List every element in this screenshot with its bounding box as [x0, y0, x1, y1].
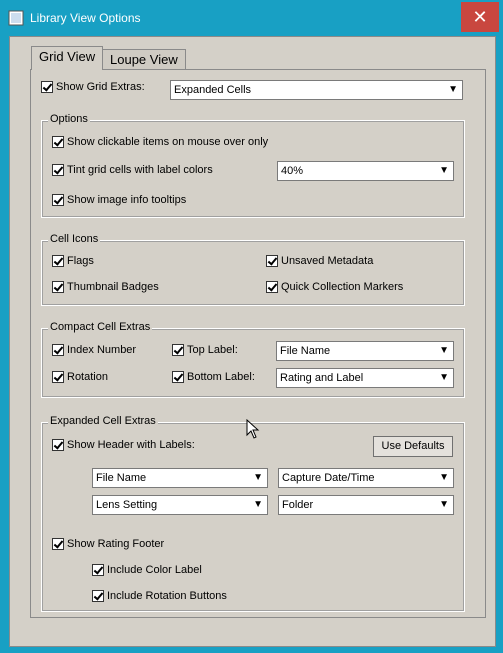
checkbox-box [52, 194, 64, 206]
show-grid-extras-label: Show Grid Extras: [56, 81, 145, 93]
rotation-label: Rotation [67, 371, 108, 383]
checkbox-box [41, 81, 53, 93]
color-label-label: Include Color Label [107, 564, 202, 576]
expanded-legend: Expanded Cell Extras [50, 415, 156, 427]
title-bar[interactable] [0, 0, 503, 36]
top-label-value: File Name [280, 345, 331, 357]
tint-cells-label: Tint grid cells with label colors [67, 164, 213, 176]
compact-cell-extras-group [41, 321, 465, 398]
show-clickable-checkbox[interactable] [52, 136, 268, 148]
header-field-3-value: Lens Setting [96, 499, 158, 511]
chevron-down-icon: ▼ [253, 472, 263, 483]
rotation-checkbox[interactable] [52, 371, 108, 383]
header-field-2-value: Capture Date/Time [282, 472, 375, 484]
header-field-4-select[interactable] [278, 495, 454, 515]
checkbox-box [52, 344, 64, 356]
compact-legend: Compact Cell Extras [50, 321, 151, 333]
rating-footer-label: Show Rating Footer [67, 538, 165, 550]
tab-grid-view[interactable]: Grid View [31, 46, 103, 70]
chevron-down-icon: ▼ [439, 165, 449, 176]
checkbox-box [52, 538, 64, 550]
rating-footer-checkbox[interactable] [52, 538, 164, 550]
bottom-label-text: Bottom Label: [187, 371, 255, 383]
tooltips-checkbox[interactable] [52, 194, 186, 206]
tint-percentage-value: 40% [281, 165, 304, 177]
use-defaults-button[interactable]: Use Defaults [373, 436, 453, 457]
quick-collection-checkbox[interactable] [266, 281, 403, 293]
rotation-buttons-checkbox[interactable] [92, 590, 227, 602]
checkbox-box [52, 136, 64, 148]
rotation-buttons-label: Include Rotation Buttons [107, 590, 227, 602]
checkbox-box [92, 590, 104, 602]
checkbox-box [266, 255, 278, 267]
flags-label: Flags [67, 255, 94, 267]
header-field-2-select[interactable] [278, 468, 454, 488]
header-field-1-select[interactable] [92, 468, 268, 488]
flags-checkbox[interactable] [52, 255, 94, 267]
checkbox-box [172, 371, 184, 383]
bottom-label-value: Rating and Label [280, 372, 364, 384]
window-title: Library View Options [30, 11, 141, 25]
mouse-pointer-icon [246, 419, 260, 439]
grid-extras-value: Expanded Cells [174, 84, 252, 96]
header-field-3-select[interactable] [92, 495, 268, 515]
bottom-label-select[interactable] [276, 368, 454, 388]
chevron-down-icon: ▼ [253, 499, 263, 510]
unsaved-metadata-checkbox[interactable] [266, 255, 373, 267]
unsaved-metadata-label: Unsaved Metadata [281, 255, 374, 267]
quick-collection-label: Quick Collection Markers [281, 281, 404, 293]
chevron-down-icon: ▼ [439, 345, 449, 356]
checkbox-box [52, 439, 64, 451]
color-label-checkbox[interactable] [92, 564, 202, 576]
checkbox-box [52, 371, 64, 383]
dialog-client [9, 36, 496, 647]
checkbox-box [52, 281, 64, 293]
index-number-label: Index Number [67, 344, 137, 356]
show-grid-extras-checkbox[interactable] [41, 81, 145, 93]
header-field-1-value: File Name [96, 472, 147, 484]
chevron-down-icon: ▼ [439, 472, 449, 483]
grid-extras-select[interactable] [170, 80, 463, 100]
tooltips-label: Show image info tooltips [67, 194, 187, 206]
cell-icons-legend: Cell Icons [50, 233, 99, 245]
index-number-checkbox[interactable] [52, 344, 136, 356]
checkbox-box [92, 564, 104, 576]
options-group [41, 113, 465, 218]
header-field-4-value: Folder [282, 499, 314, 511]
close-button[interactable]: ✕ [461, 2, 499, 32]
tab-loupe-view[interactable]: Loupe View [102, 49, 186, 71]
grid-view-panel [30, 69, 486, 618]
top-label-checkbox[interactable] [172, 344, 238, 356]
expanded-cell-extras-group [41, 415, 465, 612]
tint-percentage-select[interactable] [277, 161, 454, 181]
cell-icons-group [41, 233, 465, 306]
checkbox-box [52, 164, 64, 176]
checkbox-box [52, 255, 64, 267]
bottom-label-checkbox[interactable] [172, 371, 255, 383]
chevron-down-icon: ▼ [448, 84, 458, 95]
show-header-checkbox[interactable] [52, 439, 195, 451]
options-legend: Options [50, 113, 88, 125]
chevron-down-icon: ▼ [439, 372, 449, 383]
thumbnail-badges-label: Thumbnail Badges [67, 281, 159, 293]
top-label-select[interactable] [276, 341, 454, 361]
app-icon [8, 10, 24, 26]
show-clickable-label: Show clickable items on mouse over only [67, 136, 269, 148]
top-label-text: Top Label: [187, 344, 238, 356]
checkbox-box [266, 281, 278, 293]
chevron-down-icon: ▼ [439, 499, 449, 510]
checkbox-box [172, 344, 184, 356]
tint-cells-checkbox[interactable] [52, 164, 213, 176]
thumbnail-badges-checkbox[interactable] [52, 281, 159, 293]
show-header-label: Show Header with Labels: [67, 439, 195, 451]
